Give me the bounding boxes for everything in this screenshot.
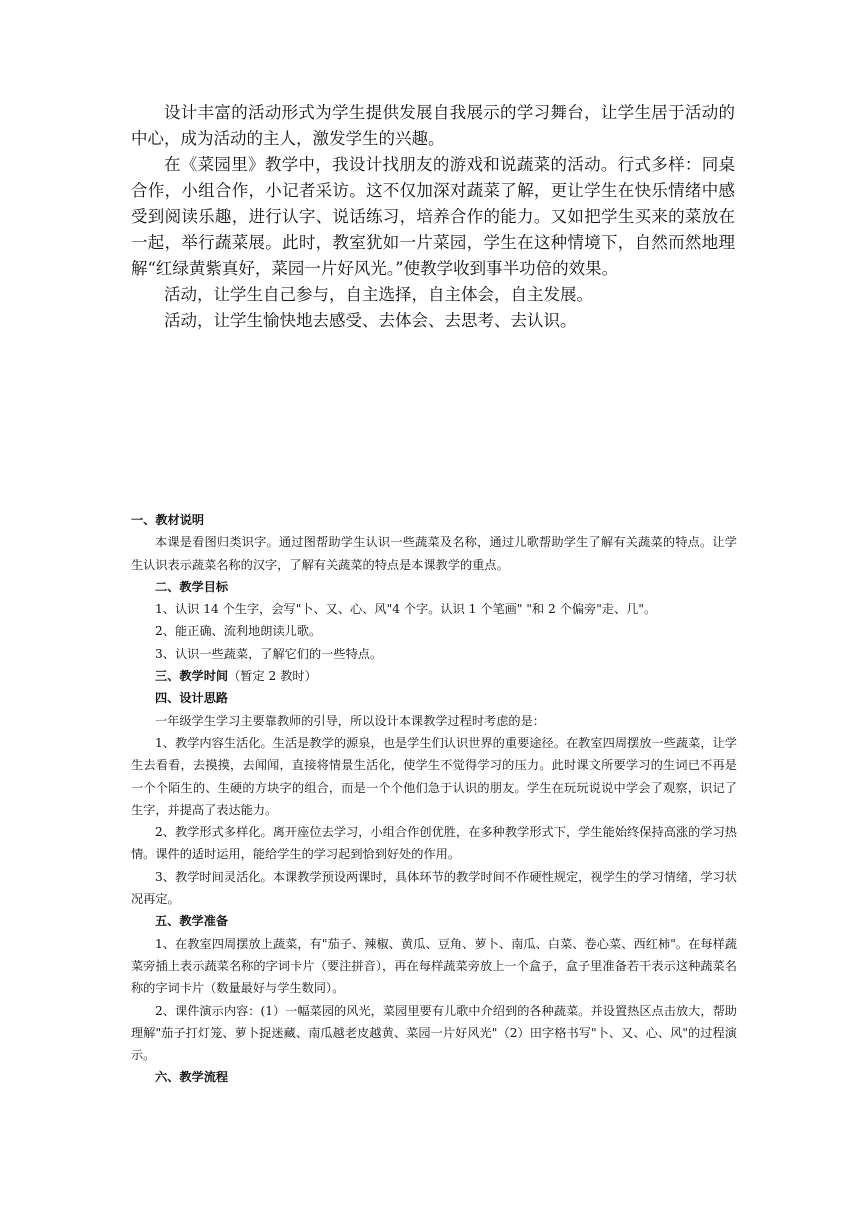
section-heading-4: 四、设计思路: [155, 691, 229, 706]
section-heading-1: 一、教材说明: [131, 513, 205, 527]
paragraph: 活动，让学生自己参与，自主选择，自主体会，自主发展。: [164, 285, 593, 304]
section-heading-2: 二、教学目标: [155, 579, 229, 594]
paragraph: 在《菜园里》教学中，我设计找朋友的游戏和说蔬菜的活动。行式多样：同桌合作，小组合作，小记者采访。这不仅加深对蔬菜了解，更让学生在快乐情绪中感受到阅读乐趣，进行认字、说话练习，培养合作的能力。又如把学生买来的菜放在一起，举行蔬菜展。此时，教室犹如一片菜园，学生在这种情境下，自然而然地理解“红绿黄紫真好，菜园一片好风光。”使教学收到事半功倍的效果。: [131, 155, 735, 278]
section-heading-6: 六、教学流程: [155, 1070, 229, 1085]
list-item: 3、认识一些蔬菜，了解它们的一些特点。: [155, 646, 383, 661]
list-item: 2、教学形式多样化。离开座位去学习，小组合作创优胜，在多种教学形式下，学生能始终保持高涨的学习热情。课件的适时运用，能给学生的学习起到恰到好处的作用。: [131, 825, 737, 862]
list-item: 1、在教室四周摆放上蔬菜，有"茄子、辣椒、黄瓜、豆角、萝卜、南瓜、白菜、卷心菜、西红柿"。在每样蔬菜旁插上表示蔬菜名称的字词卡片（要注拼音），再在每样蔬菜旁放上一个盒子，盒子里准备若干表示这种蔬菜名称的字词卡片（数量最好与学生数同）。: [131, 936, 737, 996]
list-item: 2、课件演示内容：(1）一幅菜园的风光，菜园里要有儿歌中介绍到的各种蔬菜。并设置热区点击放大，帮助理解"茄子打灯笼、萝卜捉迷藏、南瓜越老皮越黄、菜园一片好风光"（2）田字格书写"卜、又、心、风"的过程演示。: [131, 1003, 737, 1063]
paragraph: 活动，让学生愉快地去感受、去体会、去思考、去认识。: [164, 311, 577, 330]
upper-text-block: [131, 100, 735, 334]
section-heading-3: [131, 665, 737, 687]
paragraph: 本课是看图归类识字。通过图帮助学生认识一些蔬菜及名称，通过儿歌帮助学生了解有关蔬菜的特点。让学生认识表示蔬菜名称的汉字，了解有关蔬菜的特点是本课教学的重点。: [131, 535, 737, 572]
list-item: 2、能正确、流利地朗读儿歌。: [155, 624, 322, 639]
paragraph: 设计丰富的活动形式为学生提供发展自我展示的学习舞台，让学生居于活动的中心，成为活动的主人，激发学生的兴趣。: [131, 103, 735, 148]
list-item: 1、认识 14 个生字，会写"卜、又、心、风"4 个字。认识 1 个笔画" "和 2 个偏旁"走、几"。: [155, 602, 657, 617]
section-heading-5: 五、教学准备: [155, 914, 229, 929]
list-item: 3、教学时间灵活化。本课教学预设两课时，具体环节的教学时间不作硬性规定，视学生的学习情绪，学习状况再定。: [131, 869, 737, 907]
list-item: 1、教学内容生活化。生活是教学的源泉，也是学生们认识世界的重要途径。在教室四周摆放一些蔬菜，让学生去看看，去摸摸，去闻闻，直接将情景生活化，使学生不觉得学习的压力。此时课文所要学习的生词已不再是一个个陌生的、生硬的方块字的组合，而是一个个他们急于认识的朋友。学生在玩玩说说中学会了观察，识记了生字，并提高了表达能力。: [131, 735, 737, 817]
paragraph: 一年级学生学习主要靠教师的引导，所以设计本课教学过程时考虑的是：: [155, 713, 545, 728]
lesson-plan-block: [131, 509, 737, 1089]
section-heading-3-note: （暂定 2 教时）: [228, 669, 317, 684]
section-heading-3-title: 三、教学时间: [155, 669, 229, 684]
